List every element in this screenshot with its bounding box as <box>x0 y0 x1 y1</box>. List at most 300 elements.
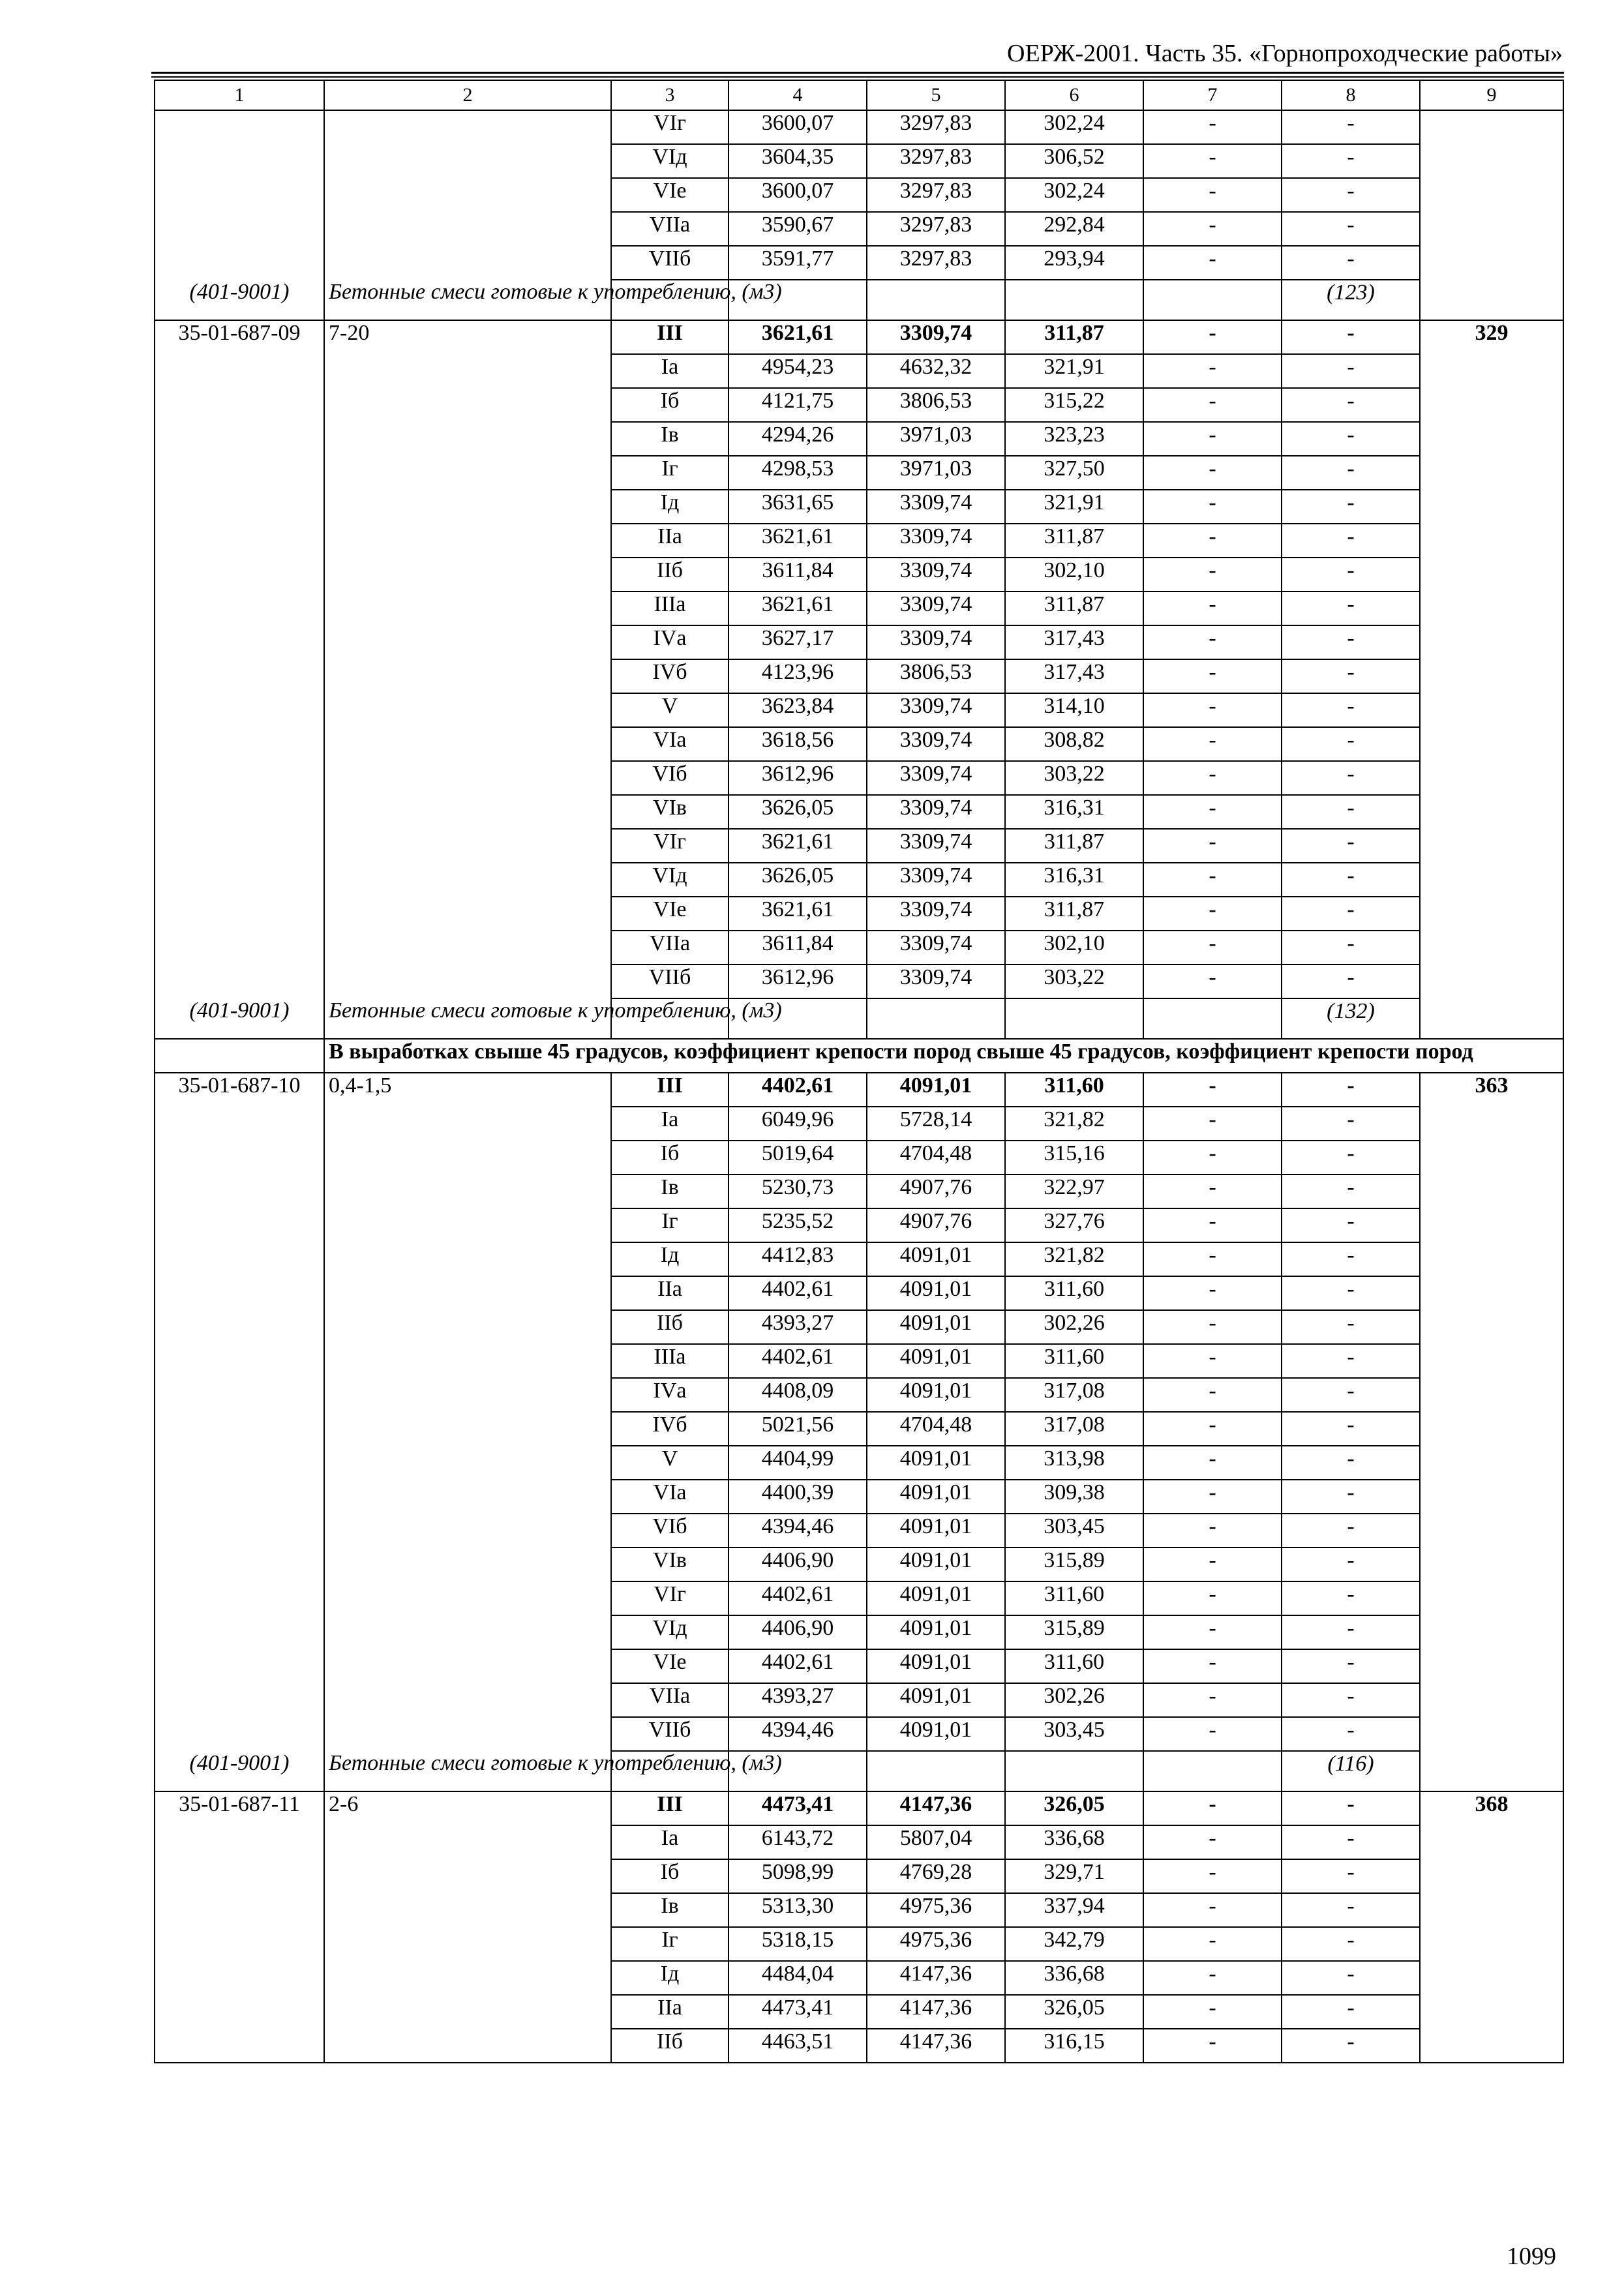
value-cell: - <box>1282 1174 1420 1208</box>
rate-code-cont <box>155 212 324 246</box>
value-cell: - <box>1282 1242 1420 1276</box>
table-row <box>155 1073 1563 1107</box>
value-cell: 3309,74 <box>867 897 1005 931</box>
value-cell: - <box>1282 829 1420 863</box>
value-cell: - <box>1143 795 1282 829</box>
value-cell: 3621,61 <box>729 524 867 558</box>
value-cell: 317,43 <box>1005 659 1143 693</box>
table-row <box>155 144 1563 178</box>
zone-cell: VIе <box>611 178 729 212</box>
table-row <box>155 1107 1563 1141</box>
value-cell: - <box>1282 1825 1420 1859</box>
value-cell: 3600,07 <box>729 110 867 144</box>
value-cell: 4091,01 <box>867 1683 1005 1717</box>
value-cell: - <box>1143 1514 1282 1548</box>
value-cell: 4147,36 <box>867 1791 1005 1825</box>
zone-cell: Iб <box>611 388 729 422</box>
rate-parameter-cont <box>324 1683 611 1717</box>
table-row <box>155 931 1563 965</box>
total-cell-cont <box>1420 1480 1563 1514</box>
value-cell: 3309,74 <box>867 863 1005 897</box>
value-cell: 311,87 <box>1005 524 1143 558</box>
value-cell: - <box>1282 178 1420 212</box>
value-cell: 4406,90 <box>729 1548 867 1581</box>
value-cell: 4147,36 <box>867 1995 1005 2029</box>
column-number: 2 <box>324 80 611 110</box>
value-cell: 315,22 <box>1005 388 1143 422</box>
value-cell: - <box>1143 1141 1282 1174</box>
total-cell-cont <box>1420 1995 1563 2029</box>
value-cell: - <box>1143 2029 1282 2063</box>
value-cell: - <box>1282 1310 1420 1344</box>
value-cell: - <box>1282 388 1420 422</box>
material-name: Бетонные смеси готовые к употреблению, (м3) <box>324 280 611 320</box>
value-cell: 321,82 <box>1005 1242 1143 1276</box>
value-cell: 5098,99 <box>729 1859 867 1893</box>
table-row <box>155 1961 1563 1995</box>
total-cell-cont <box>1420 829 1563 863</box>
total-cell-cont <box>1420 1825 1563 1859</box>
rate-parameter-cont <box>324 693 611 727</box>
table-row <box>155 761 1563 795</box>
value-cell: 4954,23 <box>729 354 867 388</box>
rate-code-cont <box>155 490 324 524</box>
rate-code: 35-01-687-09 <box>155 320 324 354</box>
value-cell: 6143,72 <box>729 1825 867 1859</box>
zone-cell: Iб <box>611 1859 729 1893</box>
table-row <box>155 1995 1563 2029</box>
rate-code-cont <box>155 829 324 863</box>
rate-code-cont <box>155 1174 324 1208</box>
empty-cell <box>867 998 1005 1039</box>
value-cell: - <box>1143 1961 1282 1995</box>
value-cell: 5728,14 <box>867 1107 1005 1141</box>
zone-cell: VIа <box>611 727 729 761</box>
value-cell: 316,15 <box>1005 2029 1143 2063</box>
table-row <box>155 490 1563 524</box>
value-cell: 4147,36 <box>867 2029 1005 2063</box>
value-cell: 4394,46 <box>729 1717 867 1751</box>
value-cell: - <box>1143 1859 1282 1893</box>
rate-parameter-cont <box>324 965 611 998</box>
rate-code-cont <box>155 1141 324 1174</box>
value-cell: - <box>1282 1995 1420 2029</box>
rate-parameter-cont <box>324 354 611 388</box>
value-cell: - <box>1282 659 1420 693</box>
material-name: Бетонные смеси готовые к употреблению, (м3) <box>324 998 611 1039</box>
value-cell: 3626,05 <box>729 795 867 829</box>
rate-code-cont <box>155 795 324 829</box>
value-cell: - <box>1282 625 1420 659</box>
value-cell: 302,26 <box>1005 1310 1143 1344</box>
value-cell: 3309,74 <box>867 795 1005 829</box>
value-cell: 5313,30 <box>729 1893 867 1927</box>
value-cell: 4402,61 <box>729 1649 867 1683</box>
value-cell: - <box>1282 931 1420 965</box>
zone-cell: Iа <box>611 354 729 388</box>
zone-cell: VIд <box>611 144 729 178</box>
zone-cell: IIа <box>611 1276 729 1310</box>
table-row <box>155 558 1563 591</box>
value-cell: 336,68 <box>1005 1961 1143 1995</box>
value-cell: 3309,74 <box>867 693 1005 727</box>
value-cell: - <box>1143 490 1282 524</box>
value-cell: 326,05 <box>1005 1791 1143 1825</box>
rate-code-cont <box>155 761 324 795</box>
rate-parameter-cont <box>324 1961 611 1995</box>
zone-cell: Iа <box>611 1825 729 1859</box>
empty-cell <box>867 1751 1005 1791</box>
value-cell: - <box>1282 1615 1420 1649</box>
value-cell: 3621,61 <box>729 591 867 625</box>
value-cell: 306,52 <box>1005 144 1143 178</box>
rate-parameter-cont <box>324 422 611 456</box>
zone-cell: VIб <box>611 1514 729 1548</box>
zone-cell: Iв <box>611 1893 729 1927</box>
value-cell: - <box>1282 456 1420 490</box>
value-cell: - <box>1143 1073 1282 1107</box>
value-cell: 309,38 <box>1005 1480 1143 1514</box>
total-cell-cont <box>1420 863 1563 897</box>
column-number-row <box>155 80 1563 110</box>
value-cell: 4473,41 <box>729 1791 867 1825</box>
total-cell: 363 <box>1420 1073 1563 1107</box>
rate-code-cont <box>155 659 324 693</box>
total-cell: 368 <box>1420 1791 1563 1825</box>
table-row <box>155 1276 1563 1310</box>
rate-code-cont <box>155 1649 324 1683</box>
table-row <box>155 1927 1563 1961</box>
rate-code-cont <box>155 2029 324 2063</box>
value-cell: - <box>1282 320 1420 354</box>
rate-code-cont <box>155 1615 324 1649</box>
total-cell-cont <box>1420 144 1563 178</box>
rate-code <box>155 110 324 144</box>
value-cell: 5235,52 <box>729 1208 867 1242</box>
value-cell: 4975,36 <box>867 1927 1005 1961</box>
value-cell: 4091,01 <box>867 1446 1005 1480</box>
total-cell-cont <box>1420 558 1563 591</box>
value-cell: 4484,04 <box>729 1961 867 1995</box>
value-cell: - <box>1143 727 1282 761</box>
total-cell-cont <box>1420 659 1563 693</box>
rate-parameter-cont <box>324 829 611 863</box>
value-cell: 4123,96 <box>729 659 867 693</box>
value-cell: 3309,74 <box>867 320 1005 354</box>
value-cell: - <box>1282 2029 1420 2063</box>
value-cell: - <box>1282 1548 1420 1581</box>
rate-parameter-cont <box>324 558 611 591</box>
column-number: 1 <box>155 80 324 110</box>
rate-code-cont <box>155 1276 324 1310</box>
value-cell: 4975,36 <box>867 1893 1005 1927</box>
total-cell-cont <box>1420 795 1563 829</box>
table-row <box>155 1378 1563 1412</box>
value-cell: 3309,74 <box>867 625 1005 659</box>
table-row <box>155 1174 1563 1208</box>
rates-table <box>154 80 1564 2063</box>
zone-cell: VIг <box>611 1581 729 1615</box>
value-cell: - <box>1143 1276 1282 1310</box>
zone-cell: Iг <box>611 1927 729 1961</box>
rate-parameter-cont <box>324 1581 611 1615</box>
total-cell-cont <box>1420 1961 1563 1995</box>
table-row <box>155 1141 1563 1174</box>
empty-cell <box>867 280 1005 320</box>
zone-cell: IIб <box>611 558 729 591</box>
rate-parameter <box>324 110 611 144</box>
value-cell: - <box>1143 1893 1282 1927</box>
material-code: (401-9001) <box>155 1751 324 1791</box>
value-cell: - <box>1143 456 1282 490</box>
rate-code-cont <box>155 727 324 761</box>
zone-cell: III <box>611 1791 729 1825</box>
table-row <box>155 2029 1563 2063</box>
total-cell-cont <box>1420 931 1563 965</box>
value-cell: - <box>1282 1412 1420 1446</box>
value-cell: 6049,96 <box>729 1107 867 1141</box>
value-cell: - <box>1143 388 1282 422</box>
rate-parameter-cont <box>324 246 611 280</box>
table-row <box>155 1310 1563 1344</box>
value-cell: - <box>1143 693 1282 727</box>
table-row <box>155 388 1563 422</box>
rate-code-cont <box>155 354 324 388</box>
value-cell: 4408,09 <box>729 1378 867 1412</box>
rate-code-cont <box>155 965 324 998</box>
header-rule-thin <box>151 76 1564 78</box>
zone-cell: VIе <box>611 897 729 931</box>
material-name: Бетонные смеси готовые к употреблению, (м3) <box>324 1751 611 1791</box>
value-cell: 3591,77 <box>729 246 867 280</box>
rate-parameter-cont <box>324 659 611 693</box>
rate-parameter-cont <box>324 212 611 246</box>
rate-code-cont <box>155 1581 324 1615</box>
value-cell: 315,89 <box>1005 1548 1143 1581</box>
value-cell: 311,87 <box>1005 829 1143 863</box>
value-cell: - <box>1143 1995 1282 2029</box>
total-cell-cont <box>1420 354 1563 388</box>
value-cell: - <box>1143 1344 1282 1378</box>
section-heading: В выработках свыше 45 градусов, коэффициент крепости пород свыше 45 градусов, коэффициент крепости пород <box>324 1039 1563 1073</box>
total-cell-cont <box>1420 1412 1563 1446</box>
zone-cell: V <box>611 693 729 727</box>
zone-cell: VIIб <box>611 965 729 998</box>
value-cell: - <box>1143 354 1282 388</box>
value-cell: 4091,01 <box>867 1581 1005 1615</box>
value-cell: 3611,84 <box>729 558 867 591</box>
zone-cell: IVа <box>611 625 729 659</box>
value-cell: - <box>1143 1208 1282 1242</box>
rate-parameter-cont <box>324 1615 611 1649</box>
total-cell-cont <box>1420 456 1563 490</box>
rate-code-cont <box>155 1927 324 1961</box>
column-number: 7 <box>1143 80 1282 110</box>
value-cell: - <box>1282 422 1420 456</box>
rate-parameter-cont <box>324 1276 611 1310</box>
rate-parameter-cont <box>324 897 611 931</box>
rate-code-cont <box>155 1412 324 1446</box>
value-cell: 311,60 <box>1005 1581 1143 1615</box>
value-cell: - <box>1143 931 1282 965</box>
table-row <box>155 422 1563 456</box>
table-row <box>155 1344 1563 1378</box>
value-cell: - <box>1282 1581 1420 1615</box>
value-cell: - <box>1282 1208 1420 1242</box>
value-cell: - <box>1282 693 1420 727</box>
rate-code-cont <box>155 863 324 897</box>
value-cell: 3621,61 <box>729 897 867 931</box>
value-cell: - <box>1282 1927 1420 1961</box>
material-row <box>155 998 1563 1039</box>
value-cell: 3297,83 <box>867 110 1005 144</box>
value-cell: - <box>1143 1446 1282 1480</box>
value-cell: 4907,76 <box>867 1208 1005 1242</box>
table-row <box>155 1514 1563 1548</box>
zone-cell: IVб <box>611 1412 729 1446</box>
table-row <box>155 354 1563 388</box>
value-cell: - <box>1282 1683 1420 1717</box>
rate-code-cont <box>155 388 324 422</box>
value-cell: - <box>1143 897 1282 931</box>
value-cell: 3621,61 <box>729 829 867 863</box>
value-cell: 4091,01 <box>867 1344 1005 1378</box>
value-cell: - <box>1143 246 1282 280</box>
value-cell: 3309,74 <box>867 558 1005 591</box>
zone-cell: IIа <box>611 524 729 558</box>
value-cell: 4294,26 <box>729 422 867 456</box>
value-cell: 4091,01 <box>867 1548 1005 1581</box>
rate-code-cont <box>155 625 324 659</box>
value-cell: 336,68 <box>1005 1825 1143 1859</box>
rate-parameter-cont <box>324 1825 611 1859</box>
value-cell: 4402,61 <box>729 1073 867 1107</box>
rate-code-cont <box>155 693 324 727</box>
value-cell: - <box>1282 965 1420 998</box>
value-cell: - <box>1143 422 1282 456</box>
value-cell: 4632,32 <box>867 354 1005 388</box>
total-cell-cont <box>1420 490 1563 524</box>
total-cell-cont <box>1420 246 1563 280</box>
table-row <box>155 178 1563 212</box>
rate-code: 35-01-687-11 <box>155 1791 324 1825</box>
table-row <box>155 246 1563 280</box>
value-cell: 3971,03 <box>867 422 1005 456</box>
rate-code-cont <box>155 1310 324 1344</box>
total-cell-cont <box>1420 422 1563 456</box>
rate-code-cont <box>155 524 324 558</box>
rate-parameter-cont <box>324 1242 611 1276</box>
rate-code: 35-01-687-10 <box>155 1073 324 1107</box>
value-cell: - <box>1143 1791 1282 1825</box>
value-cell: - <box>1143 178 1282 212</box>
rate-parameter-cont <box>324 1548 611 1581</box>
zone-cell: VIг <box>611 110 729 144</box>
zone-cell: VIе <box>611 1649 729 1683</box>
value-cell: - <box>1143 524 1282 558</box>
value-cell: 293,94 <box>1005 246 1143 280</box>
zone-cell: VIIб <box>611 246 729 280</box>
value-cell: 3612,96 <box>729 761 867 795</box>
rate-code-cont <box>155 456 324 490</box>
zone-cell: Iд <box>611 490 729 524</box>
value-cell: 3621,61 <box>729 320 867 354</box>
value-cell: - <box>1282 558 1420 591</box>
value-cell: - <box>1143 1480 1282 1514</box>
zone-cell: III <box>611 320 729 354</box>
total-cell-cont <box>1420 1683 1563 1717</box>
rate-parameter-cont <box>324 456 611 490</box>
rate-parameter: 0,4-1,5 <box>324 1073 611 1107</box>
value-cell: 4402,61 <box>729 1344 867 1378</box>
value-cell: 311,87 <box>1005 897 1143 931</box>
zone-cell: IIIа <box>611 591 729 625</box>
total-cell-cont <box>1420 998 1563 1039</box>
total-cell-cont <box>1420 388 1563 422</box>
value-cell: 327,50 <box>1005 456 1143 490</box>
value-cell: - <box>1282 1344 1420 1378</box>
column-number: 4 <box>729 80 867 110</box>
total-cell-cont <box>1420 1893 1563 1927</box>
rate-parameter-cont <box>324 1378 611 1412</box>
value-cell: 4091,01 <box>867 1480 1005 1514</box>
value-cell: - <box>1282 761 1420 795</box>
value-cell: 302,24 <box>1005 178 1143 212</box>
total-cell-cont <box>1420 1107 1563 1141</box>
rate-parameter-cont <box>324 1480 611 1514</box>
total-cell-cont <box>1420 761 1563 795</box>
table-row <box>155 212 1563 246</box>
value-cell: 3627,17 <box>729 625 867 659</box>
value-cell: - <box>1282 1141 1420 1174</box>
value-cell: 303,45 <box>1005 1717 1143 1751</box>
value-cell: 311,60 <box>1005 1276 1143 1310</box>
rate-parameter-cont <box>324 524 611 558</box>
rate-parameter-cont <box>324 795 611 829</box>
value-cell: - <box>1143 659 1282 693</box>
rate-parameter-cont <box>324 178 611 212</box>
value-cell: 321,82 <box>1005 1107 1143 1141</box>
rate-code-cont <box>155 246 324 280</box>
material-code: (401-9001) <box>155 998 324 1039</box>
value-cell: 4402,61 <box>729 1581 867 1615</box>
value-cell: - <box>1282 727 1420 761</box>
rate-parameter-cont <box>324 388 611 422</box>
value-cell: - <box>1143 829 1282 863</box>
zone-cell: III <box>611 1073 729 1107</box>
value-cell: 302,10 <box>1005 558 1143 591</box>
value-cell: 314,10 <box>1005 693 1143 727</box>
rate-parameter-cont <box>324 1859 611 1893</box>
total-cell-cont <box>1420 1751 1563 1791</box>
value-cell: - <box>1143 591 1282 625</box>
value-cell: 3297,83 <box>867 212 1005 246</box>
value-cell: 313,98 <box>1005 1446 1143 1480</box>
value-cell: - <box>1282 246 1420 280</box>
value-cell: - <box>1143 1581 1282 1615</box>
rate-parameter-cont <box>324 1208 611 1242</box>
value-cell: 303,45 <box>1005 1514 1143 1548</box>
value-cell: - <box>1143 1683 1282 1717</box>
table-row <box>155 524 1563 558</box>
total-cell-cont <box>1420 1208 1563 1242</box>
value-cell: 4091,01 <box>867 1242 1005 1276</box>
value-cell: 3309,74 <box>867 490 1005 524</box>
total-cell-cont <box>1420 178 1563 212</box>
value-cell: 4412,83 <box>729 1242 867 1276</box>
rate-parameter-cont <box>324 2029 611 2063</box>
value-cell: 321,91 <box>1005 354 1143 388</box>
